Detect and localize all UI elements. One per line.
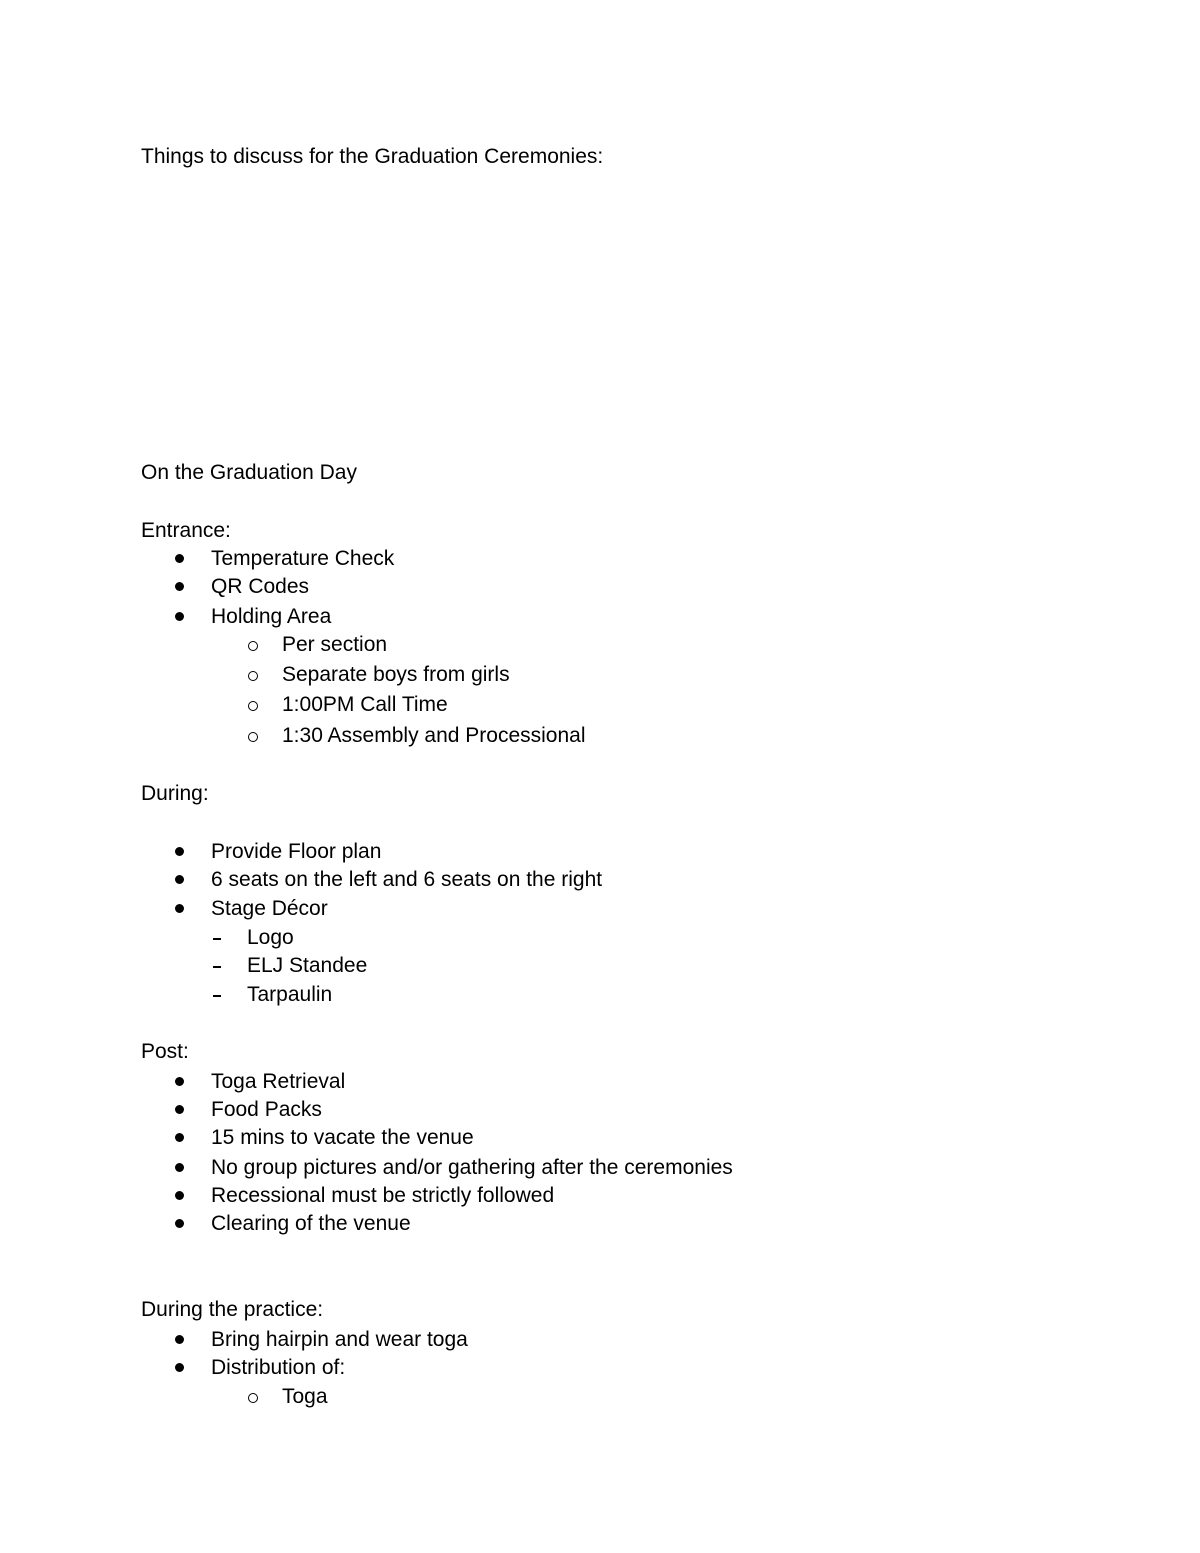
bullet-icon	[175, 1191, 184, 1200]
sub-list-item: 1:30 Assembly and Processional	[282, 724, 586, 747]
sub-list-item: ELJ Standee	[247, 954, 368, 977]
list-item: Clearing of the venue	[211, 1212, 411, 1235]
sub-list-item: 1:00PM Call Time	[282, 693, 448, 716]
circle-bullet-icon	[248, 671, 258, 681]
list-item: Food Packs	[211, 1098, 322, 1121]
circle-bullet-icon	[248, 732, 258, 742]
section-heading-entrance: Entrance:	[141, 519, 231, 542]
list-item: 15 mins to vacate the venue	[211, 1126, 474, 1149]
bullet-icon	[175, 1363, 184, 1372]
list-item: Recessional must be strictly followed	[211, 1184, 555, 1207]
list-item: Distribution of:	[211, 1356, 346, 1379]
list-item: Temperature Check	[211, 547, 395, 570]
bullet-icon	[175, 1105, 184, 1114]
bullet-icon	[175, 904, 184, 913]
list-item: Bring hairpin and wear toga	[211, 1328, 468, 1351]
circle-bullet-icon	[248, 1393, 258, 1403]
section-heading-during: During:	[141, 782, 209, 805]
circle-bullet-icon	[248, 641, 258, 651]
bullet-icon	[175, 582, 184, 591]
bullet-icon	[175, 875, 184, 884]
sub-list-item: Tarpaulin	[247, 983, 333, 1006]
sub-list-item: Toga	[282, 1385, 328, 1408]
bullet-icon	[175, 612, 184, 621]
list-item: No group pictures and/or gathering after the ceremonies	[211, 1156, 733, 1179]
list-item: Toga Retrieval	[211, 1070, 346, 1093]
list-item: Provide Floor plan	[211, 840, 382, 863]
circle-bullet-icon	[248, 701, 258, 711]
bullet-icon	[175, 1163, 184, 1172]
section-heading-post: Post:	[141, 1040, 189, 1063]
dash-bullet-icon	[213, 995, 221, 997]
list-item: Stage Décor	[211, 897, 328, 920]
sub-list-item: Per section	[282, 633, 388, 656]
list-item: 6 seats on the left and 6 seats on the right	[211, 868, 603, 891]
bullet-icon	[175, 554, 184, 563]
bullet-icon	[175, 1077, 184, 1086]
bullet-icon	[175, 1335, 184, 1344]
document-title: Things to discuss for the Graduation Ceremonies:	[141, 145, 604, 168]
bullet-icon	[175, 847, 184, 856]
section-heading-practice: During the practice:	[141, 1298, 324, 1321]
sub-list-item: Separate boys from girls	[282, 663, 510, 686]
section-heading-graduation-day: On the Graduation Day	[141, 461, 357, 484]
bullet-icon	[175, 1133, 184, 1142]
sub-list-item: Logo	[247, 926, 294, 949]
list-item: Holding Area	[211, 605, 332, 628]
bullet-icon	[175, 1219, 184, 1228]
dash-bullet-icon	[213, 938, 221, 940]
list-item: QR Codes	[211, 575, 310, 598]
dash-bullet-icon	[213, 966, 221, 968]
